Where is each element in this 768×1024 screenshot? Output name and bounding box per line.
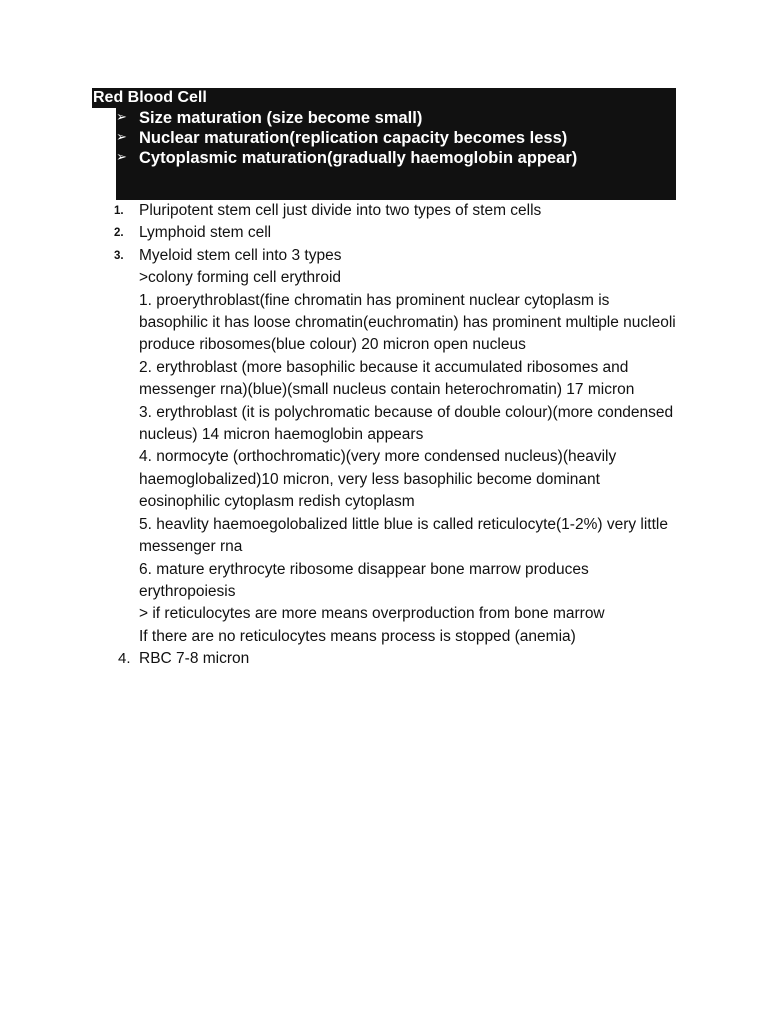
list-text: Pluripotent stem cell just divide into two types of stem cells [139,202,542,219]
bullet-text: Size maturation (size become small) [139,109,423,127]
list-item [0,222,679,244]
arrow-bullet-icon: ➢ [116,150,127,165]
arrow-bullet-icon: ➢ [116,110,127,125]
section-title: Red Blood Cell [93,89,207,106]
bullet-item [116,148,577,168]
list-number: 4. [118,650,131,668]
sub-paragraph: 2. erythroblast (more basophilic because it accumulated ribosomes and messenger rna)(blue)(small nucleus contain heterochromatin) 17 micron [139,358,635,399]
list-item [0,200,679,222]
list-number: 3. [114,249,124,262]
bullet-item [116,128,577,148]
list-number: 2. [114,227,124,240]
list-item [0,648,679,670]
list-number: 1. [114,205,124,217]
list-text: Myeloid stem cell into 3 types [139,246,342,264]
sub-line: >colony forming cell erythroid [139,269,342,287]
list-text: RBC 7-8 micron [139,650,250,668]
list-item [0,245,679,648]
numbered-list [0,200,768,671]
arrow-bullet-icon: ➢ [116,130,127,145]
maturation-bullet-list [116,108,577,168]
sub-line: If there are no reticulocytes means process is stopped (anemia) [139,627,576,645]
sub-paragraph: 4. normocyte (orthochromatic)(very more condensed nucleus)(heavily haemoglobalized)10 micron, very less basophilic become dominant eosinophilic cytoplasm redish cytoplasm [139,448,617,511]
bullet-item [116,108,577,128]
list-text: Lymphoid stem cell [139,224,272,242]
sub-paragraph: 5. heavlity haemoegolobalized little blue is called reticulocyte(1-2%) very little messenger rna [139,515,668,556]
bullet-text: Nuclear maturation(replication capacity becomes less) [139,129,568,147]
sub-paragraph: 1. proerythroblast(fine chromatin has prominent nuclear cytoplasm is basophilic it has loose chromatin(euchromatin) has prominent multiple nucleoli produce ribosomes(blue colour) 20 micron open nucleus [139,291,676,354]
sub-paragraph: 3. erythroblast (it is polychromatic because of double colour)(more condensed nucleus) 14 micron haemoglobin appears [139,403,674,444]
bullet-text: Cytoplasmic maturation(gradually haemoglobin appear) [139,149,578,167]
sub-paragraph: 6. mature erythrocyte ribosome disappear bone marrow produces erythropoiesis [139,560,589,600]
sub-line: > if reticulocytes are more means overproduction from bone marrow [139,605,605,623]
